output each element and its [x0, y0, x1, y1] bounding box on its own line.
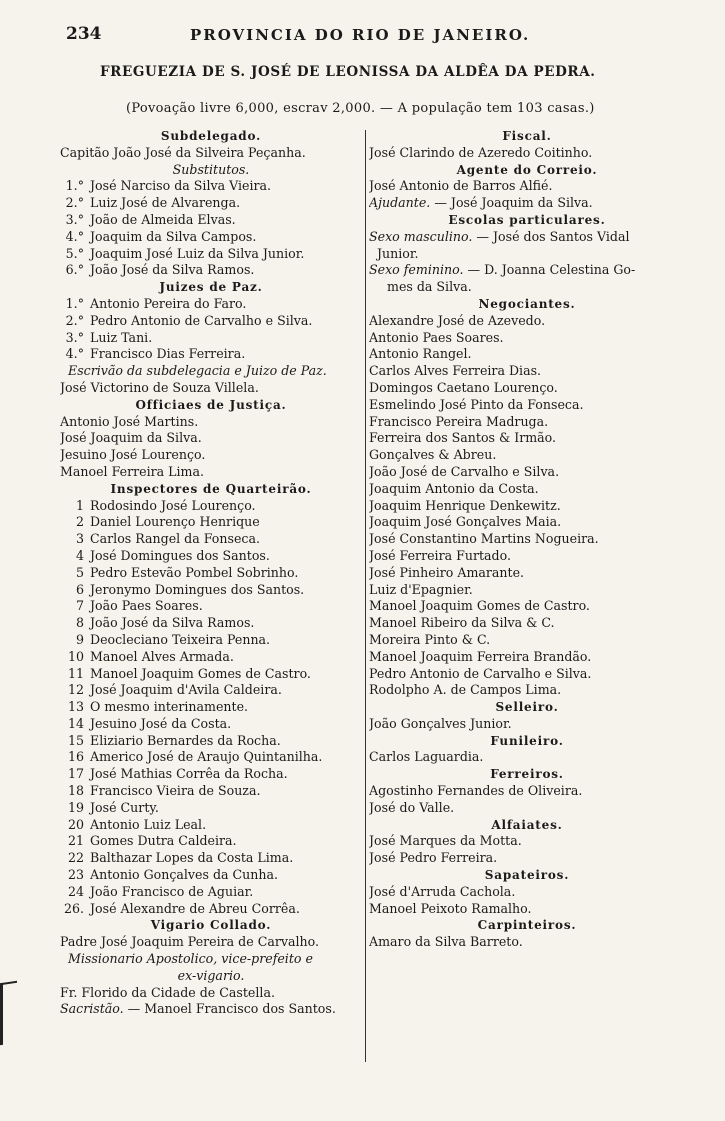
item-number: 19 — [67, 799, 84, 815]
list-item: Moreira Pinto & C. — [369, 631, 491, 647]
list-item — [60, 212, 362, 229]
item-number: 3.° — [65, 329, 84, 345]
item-number: 20 — [67, 816, 84, 832]
item-text: Luiz Tani. — [90, 329, 153, 345]
subdelegado-heading: Subdelegado. — [160, 129, 262, 143]
escolas-heading: Escolas particulares. — [448, 212, 606, 227]
item-number: 17 — [67, 766, 84, 782]
carpinteiros-heading: Carpinteiros. — [477, 918, 577, 933]
item-text: Antonio Pereira do Faro. — [90, 295, 247, 311]
escrivao-label: Escrivão da subdelegacia e Juizo de Paz. — [68, 363, 327, 379]
list-item: Manoel Joaquim Ferreira Brandão. — [369, 648, 592, 664]
item-number: 9 — [75, 631, 84, 647]
list-item: Carlos Alves Ferreira Dias. — [369, 363, 542, 379]
list-item: Carlos Laguardia. — [369, 749, 484, 765]
list-item — [60, 867, 362, 884]
item-text: O mesmo interinamente. — [90, 699, 249, 715]
list-item — [60, 514, 362, 531]
list-item: Antonio Rangel. — [369, 346, 472, 362]
margin-mark — [0, 981, 17, 1045]
subdelegado-name: Capitão João José da Silveira Peçanha. — [60, 144, 306, 160]
item-text: Balthazar Lopes da Costa Lima. — [90, 850, 294, 866]
ferreiros-heading: Ferreiros. — [490, 767, 564, 782]
item-number: 4 — [75, 547, 84, 563]
item-text: Daniel Lourenço Henrique — [90, 514, 260, 530]
list-item — [60, 330, 362, 347]
list-item: Agostinho Fernandes de Oliveira. — [369, 783, 583, 799]
item-text: José Narciso da Silva Vieira. — [90, 178, 272, 194]
item-number: 3 — [75, 531, 84, 547]
list-item: José Joaquim da Silva. — [60, 430, 202, 446]
list-item — [60, 699, 362, 716]
list-item: José Pinheiro Amarante. — [369, 564, 525, 580]
list-item — [60, 884, 362, 901]
list-item: José Constantino Martins Nogueira. — [369, 531, 599, 547]
list-item: Joaquim Antonio da Costa. — [369, 480, 539, 496]
item-text: Francisco Vieira de Souza. — [90, 783, 261, 799]
item-number: 1.° — [65, 295, 84, 311]
substitutos-list — [60, 178, 362, 279]
list-item — [60, 716, 362, 733]
item-text: Pedro Estevão Pombel Sobrinho. — [90, 564, 299, 580]
negociantes-list — [369, 313, 685, 699]
fr-florido: Fr. Florido da Cidade de Castella. — [60, 984, 275, 1000]
officiaes-list — [60, 414, 362, 481]
item-text: Manoel Alves Armada. — [90, 648, 234, 664]
item-number: 5.° — [65, 245, 84, 261]
item-text: Jesuino José da Costa. — [90, 715, 232, 731]
list-item: Antonio Paes Soares. — [369, 329, 504, 345]
list-item — [60, 262, 362, 279]
item-number: 2.° — [65, 195, 84, 211]
list-item — [60, 817, 362, 834]
item-text: Deocleciano Teixeira Penna. — [90, 631, 271, 647]
list-item — [60, 195, 362, 212]
substitutos-heading: Substitutos. — [172, 161, 250, 177]
list-item — [60, 850, 362, 867]
item-text: Joaquim da Silva Campos. — [90, 228, 257, 244]
list-item — [60, 498, 362, 515]
list-item — [60, 598, 362, 615]
item-text: João José da Silva Ramos. — [90, 615, 255, 631]
item-text: João de Almeida Elvas. — [90, 211, 236, 227]
list-item: José Pedro Ferreira. — [369, 850, 498, 866]
list-item: Joaquim Henrique Denkewitz. — [369, 497, 561, 513]
ajudante-line — [369, 195, 685, 212]
list-item — [60, 229, 362, 246]
inspectores-list — [60, 498, 362, 918]
list-item: Pedro Antonio de Carvalho e Silva. — [369, 665, 592, 681]
ajudante-label: Ajudante. — [369, 195, 431, 211]
item-number: 3.° — [65, 211, 84, 227]
list-item — [60, 582, 362, 599]
correio-name: José Antonio de Barros Alfié. — [369, 178, 553, 194]
list-item — [60, 666, 362, 683]
column-divider — [365, 130, 366, 1062]
item-number: 1 — [75, 497, 84, 513]
escola-masc-line — [369, 229, 685, 246]
list-item: João Gonçalves Junior. — [369, 715, 512, 731]
item-number: 5 — [75, 564, 84, 580]
list-item — [60, 733, 362, 750]
list-item: Jesuino José Lourenço. — [60, 447, 206, 463]
list-item: Rodolpho A. de Campos Lima. — [369, 682, 562, 698]
right-column — [369, 128, 685, 951]
funileiro-heading: Funileiro. — [490, 733, 564, 748]
list-item — [60, 682, 362, 699]
fiscal-name: José Clarindo de Azeredo Coitinho. — [369, 144, 593, 160]
list-item: José Ferreira Furtado. — [369, 547, 511, 563]
list-item — [60, 346, 362, 363]
item-number: 2 — [75, 514, 84, 530]
ajudante-name: — José Joaquim da Silva. — [430, 195, 593, 211]
item-number: 6.° — [65, 262, 84, 278]
left-column — [60, 128, 362, 1018]
item-number: 12 — [67, 682, 84, 698]
list-item: Domingos Caetano Lourenço. — [369, 379, 558, 395]
list-item: Ferreira dos Santos & Irmão. — [369, 430, 557, 446]
escola-masc-name: — José dos Santos Vidal — [472, 228, 630, 244]
item-number: 24 — [67, 883, 84, 899]
list-item: Francisco Pereira Madruga. — [369, 413, 549, 429]
list-item — [60, 296, 362, 313]
item-number: 16 — [67, 749, 84, 765]
escola-fem-label: Sexo feminino. — [369, 262, 464, 278]
escrivao-name: José Victorino de Souza Villela. — [60, 379, 259, 395]
parish-title: FREGUEZIA DE S. JOSÉ DE LEONISSA DA ALDÊA DA PEDRA. — [100, 64, 596, 80]
list-item — [60, 615, 362, 632]
list-item — [60, 833, 362, 850]
list-item: Gonçalves & Abreu. — [369, 447, 497, 463]
list-item: Manoel Joaquim Gomes de Castro. — [369, 598, 590, 614]
vigario-heading: Vigario Collado. — [150, 918, 272, 933]
list-item: José d'Arruda Cachola. — [369, 883, 516, 899]
correio-heading: Agente do Correio. — [456, 162, 598, 177]
item-number: 14 — [67, 715, 84, 731]
page-number: 234 — [66, 24, 102, 44]
list-item: João José de Carvalho e Silva. — [369, 463, 560, 479]
list-item — [60, 246, 362, 263]
list-item — [60, 565, 362, 582]
list-item — [60, 632, 362, 649]
item-text: Pedro Antonio de Carvalho e Silva. — [90, 312, 313, 328]
item-number: 26. — [63, 900, 84, 916]
item-text: Carlos Rangel da Fonseca. — [90, 531, 260, 547]
alfaiates-heading: Alfaiates. — [491, 817, 563, 832]
carpinteiros-list — [369, 934, 685, 951]
item-text: José Domingues dos Santos. — [90, 547, 270, 563]
list-item — [60, 800, 362, 817]
list-item: Esmelindo José Pinto da Fonseca. — [369, 396, 584, 412]
officiaes-heading: Officiaes de Justiça. — [135, 397, 287, 412]
item-text: Joaquim José Luiz da Silva Junior. — [90, 245, 305, 261]
sacristao-label: Sacristão. — [60, 1001, 124, 1017]
item-number: 8 — [75, 615, 84, 631]
inspectores-heading: Inspectores de Quarteirão. — [110, 481, 312, 496]
item-text: Rodosindo José Lourenço. — [90, 497, 256, 513]
list-item: Amaro da Silva Barreto. — [369, 934, 523, 950]
juizes-heading: Juizes de Paz. — [159, 280, 263, 295]
sacristao-name: — Manoel Francisco dos Santos. — [123, 1001, 336, 1017]
item-text: José Curty. — [90, 799, 159, 815]
negociantes-heading: Negociantes. — [478, 296, 576, 311]
item-number: 2.° — [65, 312, 84, 328]
alfaiates-list — [369, 833, 685, 867]
selleiro-list — [369, 716, 685, 733]
list-item: Luiz d'Epagnier. — [369, 581, 473, 597]
item-number: 4.° — [65, 346, 84, 362]
item-text: Jeronymo Domingues dos Santos. — [90, 581, 305, 597]
item-text: João José da Silva Ramos. — [90, 262, 255, 278]
list-item: Joaquim José Gonçalves Maia. — [369, 514, 562, 530]
list-item — [60, 531, 362, 548]
vigario-name: Padre José Joaquim Pereira de Carvalho. — [60, 934, 319, 950]
list-item — [60, 548, 362, 565]
list-item — [60, 901, 362, 918]
item-text: João Francisco de Aguiar. — [90, 883, 254, 899]
running-head: PROVINCIA DO RIO DE JANEIRO. — [190, 26, 531, 44]
ferreiros-list — [369, 783, 685, 817]
list-item: Manoel Peixoto Ramalho. — [369, 900, 532, 916]
item-text: Gomes Dutra Caldeira. — [90, 833, 237, 849]
item-number: 10 — [67, 648, 84, 664]
sapateiros-heading: Sapateiros. — [484, 868, 570, 883]
item-number: 18 — [67, 783, 84, 799]
list-item — [60, 313, 362, 330]
sacristao-line — [60, 1001, 362, 1018]
item-number: 22 — [67, 850, 84, 866]
item-text: Eliziario Bernardes da Rocha. — [90, 732, 281, 748]
list-item: José do Valle. — [369, 799, 455, 815]
selleiro-heading: Selleiro. — [495, 700, 559, 715]
item-number: 6 — [75, 581, 84, 597]
item-text: José Alexandre de Abreu Corrêa. — [90, 900, 300, 916]
item-text: Luiz José de Alvarenga. — [90, 195, 241, 211]
escola-fem-line — [369, 262, 685, 279]
list-item — [60, 783, 362, 800]
vigario-role-2: ex-vigario. — [177, 967, 245, 983]
population-note: (Povoação livre 6,000, escrav 2,000. — A população tem 103 casas.) — [126, 101, 595, 116]
item-text: João Paes Soares. — [90, 598, 203, 614]
item-text: Americo José de Araujo Quintanilha. — [90, 749, 323, 765]
escola-masc-cont: Junior. — [377, 245, 419, 261]
list-item — [60, 766, 362, 783]
item-number: 4.° — [65, 228, 84, 244]
item-number: 11 — [67, 665, 84, 681]
item-text: Antonio Gonçalves da Cunha. — [90, 867, 279, 883]
juizes-list — [60, 296, 362, 363]
item-text: Francisco Dias Ferreira. — [90, 346, 246, 362]
list-item: Antonio José Martins. — [60, 413, 199, 429]
item-text: José Mathias Corrêa da Rocha. — [90, 766, 288, 782]
escola-masc-label: Sexo masculino. — [369, 228, 473, 244]
sapateiros-list — [369, 884, 685, 918]
fiscal-heading: Fiscal. — [502, 129, 552, 143]
list-item: Manoel Ribeiro da Silva & C. — [369, 615, 555, 631]
list-item — [60, 749, 362, 766]
list-item: José Marques da Motta. — [369, 833, 522, 849]
escola-fem-cont: mes da Silva. — [387, 279, 472, 295]
item-number: 21 — [67, 833, 84, 849]
item-number: 7 — [75, 598, 84, 614]
item-number: 15 — [67, 732, 84, 748]
funileiro-list — [369, 749, 685, 766]
item-text: José Joaquim d'Avila Caldeira. — [90, 682, 282, 698]
list-item: Manoel Ferreira Lima. — [60, 463, 204, 479]
list-item — [60, 178, 362, 195]
vigario-role-1: Missionario Apostolico, vice-prefeito e — [68, 951, 313, 967]
list-item: Alexandre José de Azevedo. — [369, 312, 546, 328]
item-number: 13 — [67, 699, 84, 715]
item-text: Manoel Joaquim Gomes de Castro. — [90, 665, 311, 681]
escola-fem-name: — D. Joanna Celestina Go- — [463, 262, 636, 278]
list-item — [60, 649, 362, 666]
item-number: 1.° — [65, 178, 84, 194]
item-number: 23 — [67, 867, 84, 883]
item-text: Antonio Luiz Leal. — [90, 816, 207, 832]
